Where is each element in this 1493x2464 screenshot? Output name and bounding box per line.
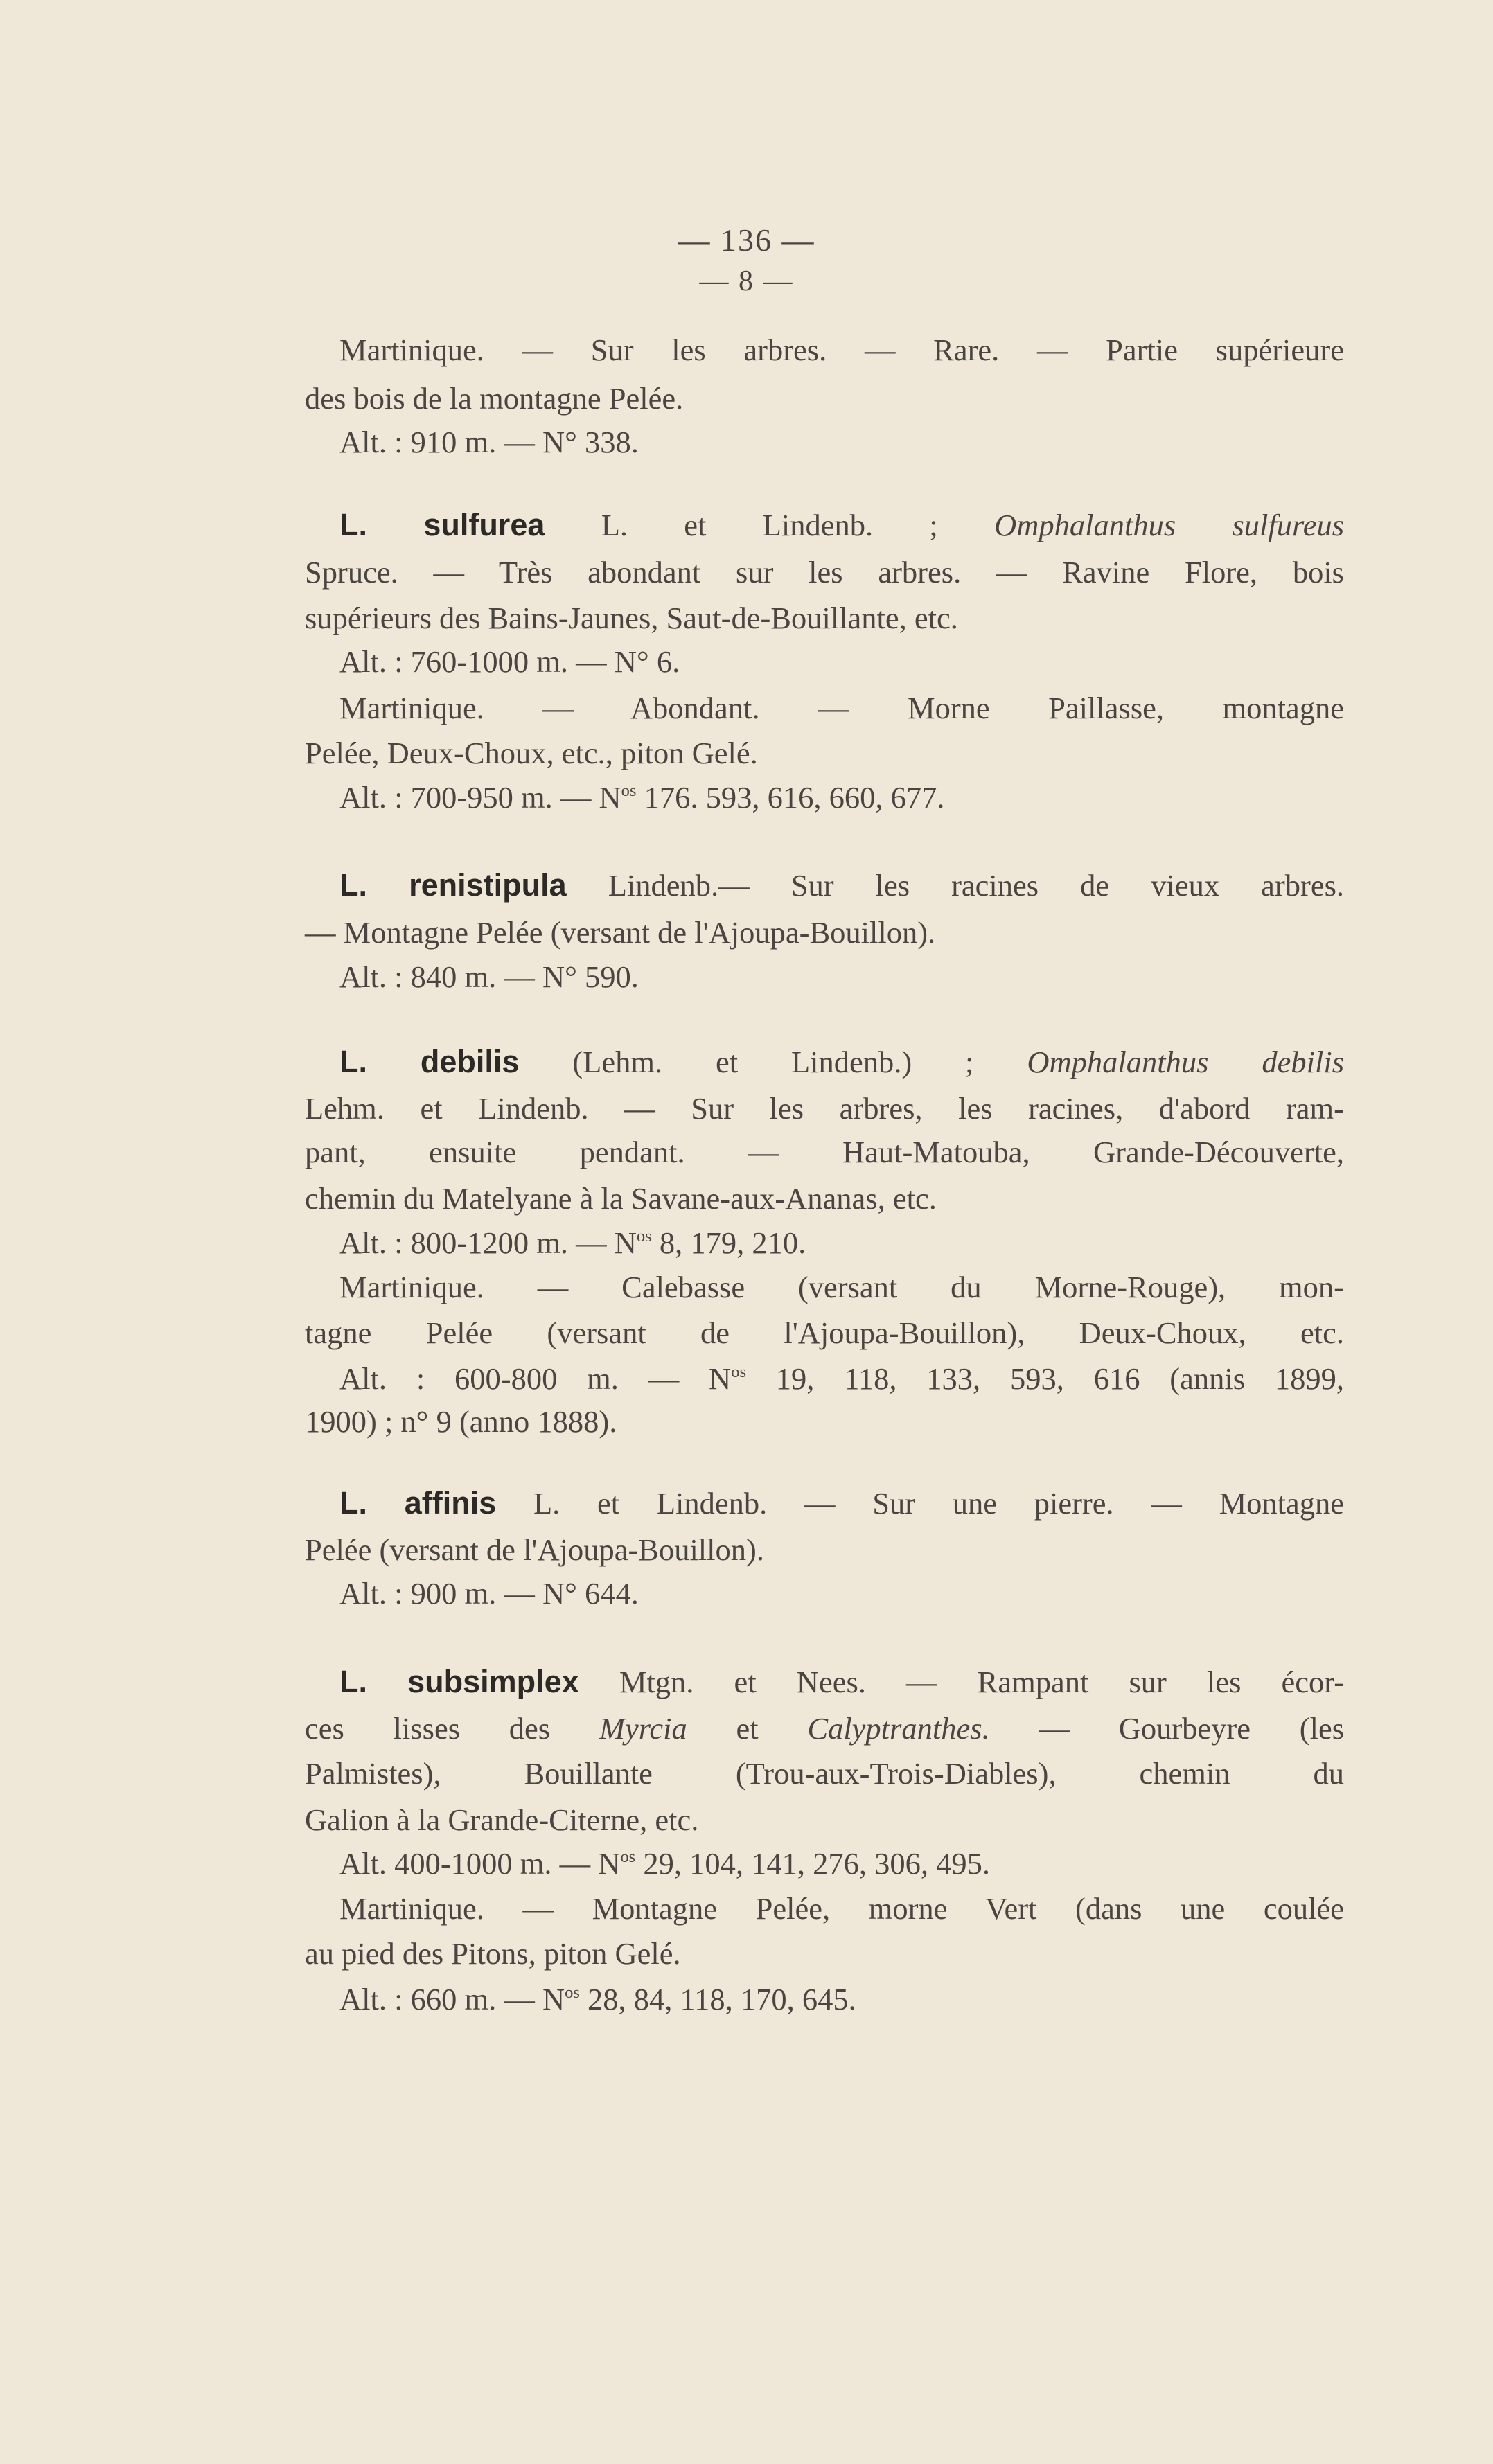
altitude-line: Alt. : 700-950 m. — $N^{os}$ 176. 593, 616, 660, 677. bbox=[339, 780, 945, 815]
altitude-line: Alt. 400-1000 m. — $N^{os}$ 29, 104, 141, 276, 306, 495. bbox=[339, 1846, 990, 1881]
text-line: Martinique. — Montagne Pelée, morne Vert (dans une coulée bbox=[339, 1891, 1344, 1926]
text-line: Martinique. — Calebasse (versant du Morne-Rouge), mon- bbox=[339, 1270, 1344, 1304]
genus-abbr: L. bbox=[339, 1044, 367, 1079]
synonym: Omphalanthus debilis bbox=[1027, 1045, 1345, 1079]
authority: L. et Lindenb. — Sur une pierre. — Montagne bbox=[533, 1486, 1345, 1521]
text-line: Palmistes), Bouillante (Trou-aux-Trois-Diables), chemin du bbox=[305, 1756, 1344, 1791]
authority: Lindenb.— Sur les racines de vieux arbres. bbox=[608, 868, 1345, 903]
text-line: Martinique. — Abondant. — Morne Paillasse, montagne bbox=[339, 691, 1344, 725]
text-line: 1900) ; n° 9 (anno 1888). bbox=[305, 1404, 617, 1439]
genus-abbr: L. bbox=[339, 1664, 367, 1699]
page-number: — 136 — bbox=[678, 222, 815, 258]
authority: Mtgn. et Nees. — Rampant sur les écor- bbox=[619, 1665, 1345, 1699]
species-name: subsimplex bbox=[407, 1664, 579, 1699]
text-line: Alt. : 760-1000 m. — N° 6. bbox=[339, 644, 680, 679]
genus-abbr: L. bbox=[339, 1485, 367, 1521]
species-heading-line bbox=[339, 865, 1344, 906]
text-line: ces lisses des Myrcia et Calyptranthes. — Gourbeyre (les bbox=[305, 1711, 1345, 1746]
text-line: Alt. : 840 m. — N° 590. bbox=[339, 959, 639, 994]
authority: (Lehm. et Lindenb.) ; bbox=[572, 1045, 974, 1079]
species-heading-line bbox=[339, 1661, 1344, 1703]
species-name: affinis bbox=[404, 1485, 497, 1521]
text-line: — Montagne Pelée (versant de l'Ajoupa-Bouillon). bbox=[305, 915, 936, 950]
genus-abbr: L. bbox=[339, 507, 367, 542]
altitude-line: Alt. : 660 m. — $N^{os}$ 28, 84, 118, 170, 645. bbox=[339, 1982, 856, 2017]
genus-italic: Myrcia bbox=[599, 1711, 687, 1746]
sub-page-number: — 8 — bbox=[699, 265, 794, 297]
species-name: debilis bbox=[420, 1044, 520, 1079]
species-name: renistipula bbox=[409, 867, 567, 903]
text-line: au pied des Pitons, piton Gelé. bbox=[305, 1936, 681, 1971]
text-line: des bois de la montagne Pelée. bbox=[305, 381, 684, 416]
text-line: supérieurs des Bains-Jaunes, Saut-de-Bouillante, etc. bbox=[305, 601, 958, 635]
species-name: sulfurea bbox=[423, 507, 545, 542]
species-heading-line bbox=[339, 1041, 1344, 1083]
text-line: Martinique. — Sur les arbres. — Rare. — Partie supérieure bbox=[339, 333, 1344, 367]
synonym: Omphalanthus sulfureus bbox=[994, 508, 1345, 542]
altitude-line: Alt. : 800-1200 m. — $N^{os}$ 8, 179, 210. bbox=[339, 1225, 806, 1260]
text-line: Galion à la Grande-Citerne, etc. bbox=[305, 1802, 699, 1837]
text-line: Pelée (versant de l'Ajoupa-Bouillon). bbox=[305, 1532, 764, 1567]
text-line: Spruce. — Très abondant sur les arbres. — Ravine Flore, bois bbox=[305, 555, 1344, 590]
text-line: Pelée, Deux-Choux, etc., piton Gelé. bbox=[305, 736, 758, 770]
text-line: Lehm. et Lindenb. — Sur les arbres, les racines, d'abord ram- bbox=[305, 1091, 1344, 1126]
text-line: Alt. : 900 m. — N° 644. bbox=[339, 1576, 639, 1611]
genus-italic: Calyptranthes. bbox=[807, 1711, 990, 1746]
text-line: pant, ensuite pendant. — Haut-Matouba, Grande-Découverte, bbox=[305, 1135, 1344, 1169]
text-line: chemin du Matelyane à la Savane-aux-Ananas, etc. bbox=[305, 1181, 937, 1216]
species-heading-line bbox=[339, 1482, 1344, 1524]
genus-abbr: L. bbox=[339, 867, 367, 903]
text-line: tagne Pelée (versant de l'Ajoupa-Bouillon), Deux-Choux, etc. bbox=[305, 1315, 1344, 1350]
species-heading-line bbox=[339, 504, 1344, 546]
altitude-line: Alt. : 600-800 m. — $N^{os}$ 19, 118, 133, 593, 616 (annis 1899, bbox=[339, 1361, 1344, 1396]
text-line: Alt. : 910 m. — N° 338. bbox=[339, 425, 639, 459]
authority: L. et Lindenb. ; bbox=[601, 508, 938, 542]
